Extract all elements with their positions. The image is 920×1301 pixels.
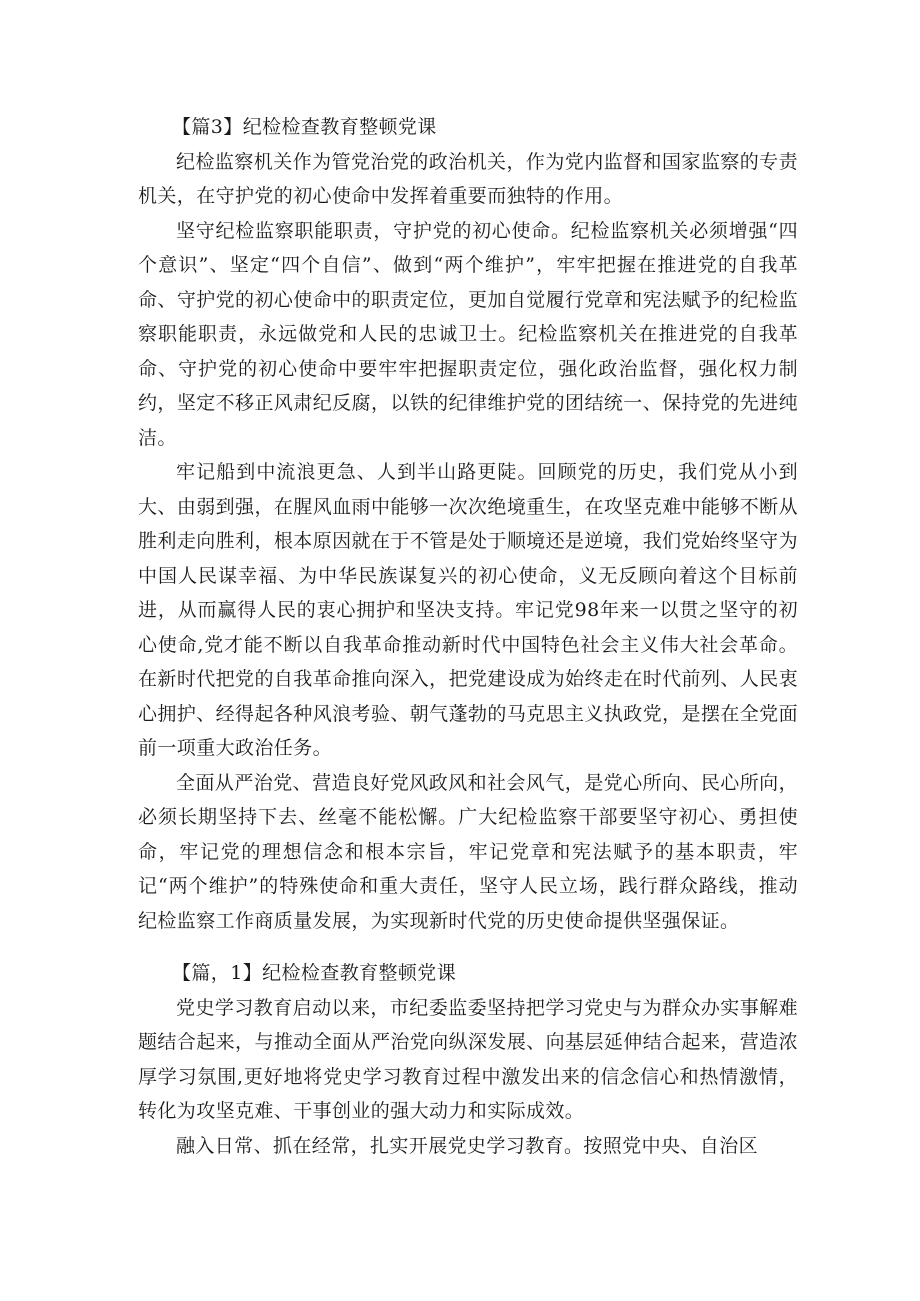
section-heading: 【篇，1】纪检检查教育整顿党课 <box>172 962 457 984</box>
document-body <box>138 110 798 1163</box>
section-1 <box>138 110 798 938</box>
paragraph: 坚守纪检监察职能职责，守护党的初心使命。纪检监察机关必须增强“四个意识”、坚定“四个自信”、做到“两个维护”，牢牢把握在推进党的自我革命、守护党的初心使命中的职责定位，更加自觉履行党章和宪法赋予的纪检监察职能职责，永远做党和人民的忠诚卫士。纪检监察机关在推进党的自我革命、守护党的初心使命中要牢牢把握职责定位，强化政治监督，强化权力制约，坚定不移正风肃纪反腐，以铁的纪律维护党的团结统一、保持党的先进纯洁。 <box>138 219 798 449</box>
paragraph: 党史学习教育启动以来，市纪委监委坚持把学习党史与为群众办实事解难题结合起来，与推动全面从严治党向纵深发展、向基层延伸结合起来，营造浓厚学习氛围,更好地将党史学习教育过程中激发出来的信念信心和热情激情，转化为攻坚克难、干事创业的强大动力和实际成效。 <box>138 996 798 1122</box>
section-heading: 【篇3】纪检检查教育整顿党课 <box>172 116 437 138</box>
paragraph: 全面从严治党、营造良好党风政风和社会风气，是党心所向、民心所向，必须长期坚持下去、丝毫不能松懈。广大纪检监察干部要坚守初心、勇担使命，牢记党的理想信念和根本宗旨，牢记党章和宪法赋予的基本职责，牢记“两个维护”的特殊使命和重大责任，坚守人民立场，践行群众路线，推动纪检监察工作商质量发展，为实现新时代党的历史使命提供坚强保证。 <box>138 771 798 932</box>
section-2 <box>138 956 798 1163</box>
paragraph: 融入日常、抓在经常，扎实开展党史学习教育。按照党中央、自治区 <box>176 1134 759 1157</box>
paragraph: 纪检监察机关作为管党治党的政治机关，作为党内监督和国家监察的专责机关，在守护党的初心使命中发挥着重要而独特的作用。 <box>138 150 798 207</box>
paragraph: 牢记船到中流浪更急、人到半山路更陡。回顾党的历史，我们党从小到大、由弱到强，在腥风血雨中能够一次次绝境重生，在攻坚克难中能够不断从胜利走向胜利，根本原因就在于不管是处于顺境还是逆境，我们党始终坚守为中国人民谋幸福、为中华民族谋复兴的初心使命，义无反顾向着这个目标前进，从而赢得人民的衷心拥护和坚决支持。牢记党98年来一以贯之坚守的初心使命,党才能不断以自我革命推动新时代中国特色社会主义伟大社会革命。在新时代把党的自我革命推向深入，把党建设成为始终走在时代前列、人民衷心拥护、经得起各种风浪考验、朝气蓬勃的马克思主义执政党，是摆在全党面前一项重大政治任务。 <box>138 461 798 759</box>
